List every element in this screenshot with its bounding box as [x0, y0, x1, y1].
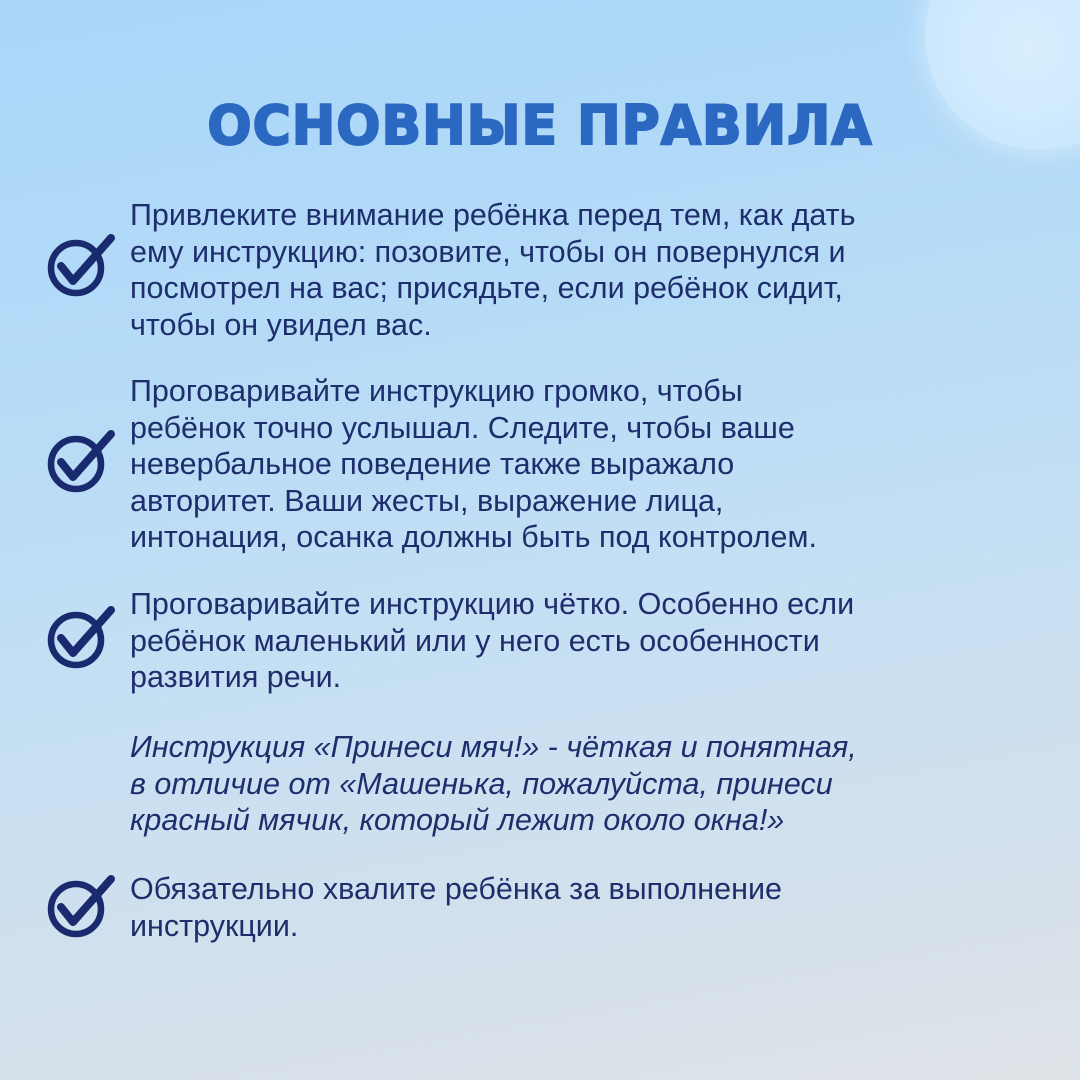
rule-line: посмотрел на вас; присядьте, если ребёнок сидит, [130, 271, 843, 305]
rule-line: ему инструкцию: позовите, чтобы он повернулся и [130, 234, 846, 269]
rule-line: чтобы он увидел вас. [130, 307, 432, 342]
rule-line: ребёнок точно услышал. Следите, чтобы ваше [130, 410, 795, 445]
rule-line: интонация, осанка должны быть под контролем. [130, 520, 817, 554]
rule-line: авторитет. Ваши жесты, выражение лица, [130, 483, 724, 518]
rule-line: развития речи. [130, 660, 342, 694]
check-circle-icon [44, 428, 116, 494]
rule-line: Обязательно хвалите ребёнка за выполнение [130, 872, 782, 906]
rule-item-1 [130, 197, 1010, 343]
rule-item-2 [130, 373, 1010, 556]
rule-line: Проговаривайте инструкцию чётко. Особенно если [130, 587, 855, 621]
check-circle-icon [44, 232, 116, 298]
rule-line: ребёнок маленький или у него есть особенности [130, 623, 820, 658]
page-title: ОСНОВНЫЕ ПРАВИЛА [207, 94, 873, 158]
example-line: красный мячик, который лежит около окна!» [130, 803, 785, 837]
check-circle-icon [44, 604, 116, 670]
instruction-example [130, 729, 1010, 839]
example-line: в отличие от «Машенька, пожалуйста, принеси [130, 766, 833, 801]
example-line: Инструкция «Принеси мяч!» - чёткая и понятная, [130, 730, 857, 764]
rule-line: Проговаривайте инструкцию громко, чтобы [130, 374, 743, 408]
rule-line: невербальное поведение также выражало [130, 447, 735, 481]
rule-line: Привлеките внимание ребёнка перед тем, как дать [130, 198, 856, 232]
check-circle-icon [44, 873, 116, 939]
rule-line: инструкции. [130, 908, 299, 943]
rule-item-4 [130, 871, 1010, 944]
rule-item-3 [130, 586, 1010, 696]
